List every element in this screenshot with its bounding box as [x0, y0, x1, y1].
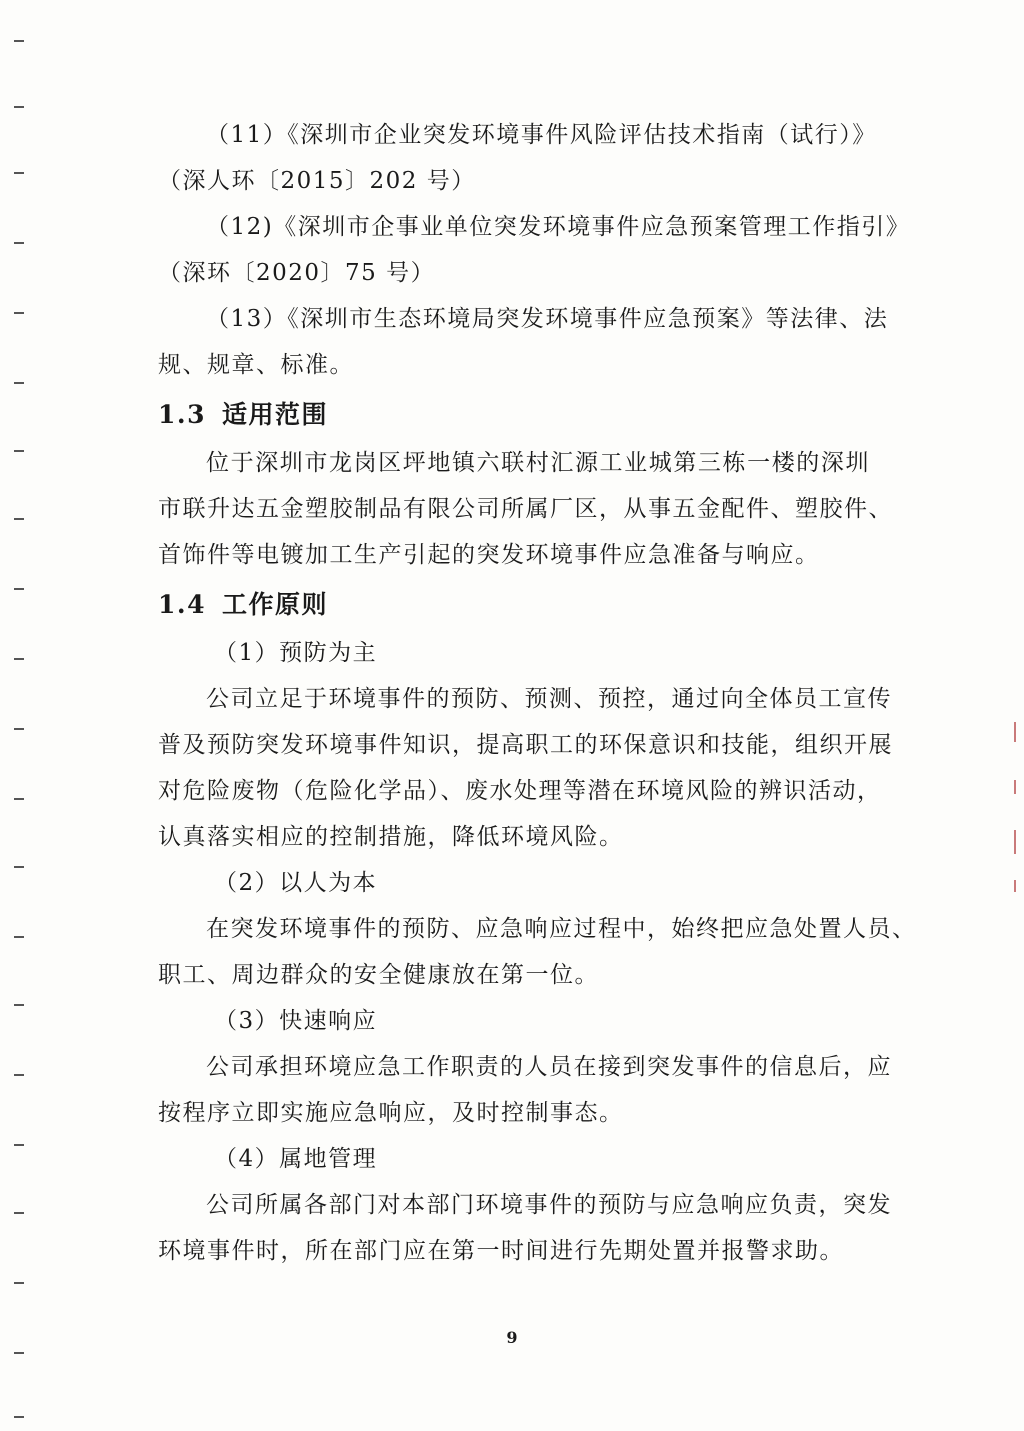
edge-mark	[1014, 780, 1016, 794]
principle-1-line-1: 公司立足于环境事件的预防、预测、预控，通过向全体员工宣传	[206, 686, 892, 712]
principle-2-heading: （2）以人为本	[214, 870, 378, 896]
section-number: 1.3	[158, 400, 206, 429]
section-number: 1.4	[158, 590, 206, 619]
binding-mark	[14, 1074, 24, 1076]
binding-mark	[14, 312, 24, 314]
section-title: 适用范围	[222, 400, 329, 429]
binding-mark	[14, 382, 24, 384]
edge-mark	[1014, 722, 1016, 742]
principle-4-heading: （4）属地管理	[214, 1146, 378, 1172]
ref-11-line-1: （11）《深圳市企业突发环境事件风险评估技术指南（试行）》	[206, 122, 877, 148]
principle-1-line-2: 普及预防突发环境事件知识，提高职工的环保意识和技能，组织开展	[158, 732, 893, 758]
principle-2-line-2: 职工、周边群众的安全健康放在第一位。	[158, 962, 599, 988]
section-title: 工作原则	[222, 590, 329, 619]
binding-mark	[14, 242, 24, 244]
binding-mark	[14, 450, 24, 452]
principle-1-line-4: 认真落实相应的控制措施，降低环境风险。	[158, 824, 624, 850]
ref-12-line-2: （深环〔2020〕75 号）	[158, 260, 436, 286]
binding-mark	[14, 518, 24, 520]
binding-mark	[14, 1004, 24, 1006]
binding-mark	[14, 728, 24, 730]
ref-13-line-1: （13）《深圳市生态环境局突发环境事件应急预案》等法律、法	[206, 306, 889, 332]
binding-mark	[14, 106, 24, 108]
binding-mark	[14, 1212, 24, 1214]
principle-1-line-3: 对危险废物（危险化学品）、废水处理等潜在环境风险的辨识活动，	[158, 778, 882, 804]
principle-4-line-1: 公司所属各部门对本部门环境事件的预防与应急响应负责，突发	[206, 1192, 892, 1218]
binding-mark	[14, 588, 24, 590]
edge-mark	[1014, 880, 1016, 892]
scope-line-3: 首饰件等电镀加工生产引起的突发环境事件应急准备与响应。	[158, 542, 820, 568]
principle-3-line-2: 按程序立即实施应急响应，及时控制事态。	[158, 1100, 624, 1126]
principle-3-line-1: 公司承担环境应急工作职责的人员在接到突发事件的信息后，应	[206, 1054, 892, 1080]
binding-mark	[14, 40, 24, 42]
ref-13-line-2: 规、规章、标准。	[158, 352, 354, 378]
page-number: 9	[506, 1328, 518, 1347]
document-body	[158, 112, 917, 1274]
binding-mark	[14, 1144, 24, 1146]
binding-mark	[14, 172, 24, 174]
binding-mark	[14, 866, 24, 868]
principle-1-heading: （1）预防为主	[214, 640, 378, 666]
binding-mark	[14, 1416, 24, 1418]
binding-mark	[14, 658, 24, 660]
binding-mark	[14, 936, 24, 938]
principle-2-line-1: 在突发环境事件的预防、应急响应过程中，始终把应急处置人员、	[206, 916, 917, 942]
section-heading-1-4	[158, 580, 870, 630]
binding-mark	[14, 798, 24, 800]
ref-12-line-1: （12)《深圳市企事业单位突发环境事件应急预案管理工作指引》	[206, 214, 911, 240]
scope-line-1: 位于深圳市龙岗区坪地镇六联村汇源工业城第三栋一楼的深圳	[206, 450, 870, 476]
ref-11-line-2: （深人环〔2015〕202 号）	[158, 168, 476, 194]
binding-mark	[14, 1352, 24, 1354]
principle-3-heading: （3）快速响应	[214, 1008, 378, 1034]
scope-line-2: 市联升达五金塑胶制品有限公司所属厂区，从事五金配件、塑胶件、	[158, 496, 893, 522]
principle-4-line-2: 环境事件时，所在部门应在第一时间进行先期处置并报警求助。	[158, 1238, 844, 1264]
binding-mark	[14, 1282, 24, 1284]
section-heading-1-3	[158, 390, 870, 440]
edge-mark	[1014, 830, 1016, 854]
